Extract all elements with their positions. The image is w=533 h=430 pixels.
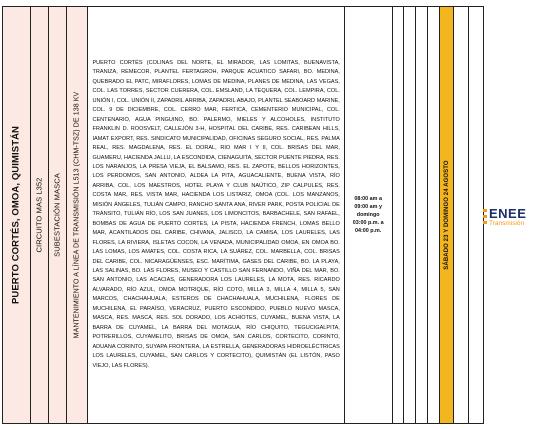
- schedule-cell: [345, 7, 393, 423]
- affected-sectors-cell: [88, 7, 344, 423]
- outage-table: [2, 6, 484, 424]
- maintenance-cell: [67, 7, 89, 423]
- empty-cell-6: [469, 7, 483, 423]
- substation-label: SUBESTACIÓN MASCA: [52, 173, 62, 257]
- date-cell: [440, 7, 454, 423]
- affected-sectors-list: PUERTO CORTÉS (COLINAS DEL NORTE, EL MIRADOR, LAS LOMITAS, BUENAVISTA, TRANIZA, REMECOR, PLANTEL FERTAGROH, PARQUE ACUATICO SAFARI, BO. MEDINA, QUEBRADO EL PATC, MIRAFLORES, LOMAS DE MEDINA, PLANES DE MEDINA, LAS VEGAS, COL. LAS TORRES, SECTOR CUERERA, COL. EMSLAND, LA TEQUERA, COL. LEMPIRA, COL. UNIÓN I, COL. UNIÓN II, ZAPADRIL ARRIBA, ZAPADRIL ABAJO, PLANTEL SEABOARD MARINE, COL. 9 DE DICIEMBRE, COL. CERRO MAR, FERTICA, CEMENTERIO MUNICIPAL, COL. CENTENARIO, AGUA PINGUINO, BO. PALERMO, MIELES Y ALCOHOLES, INSTITUTO FRANKLIN D. ROOSVELT, CALLEJÓN 3-H, HOSPITAL DEL CARIBE, RES. CARIBEAN HILLS, IAMAT EXPORT, RES. SINDICATO MUNICIPALIDAD, OFICINAS SEGURO SOCIAL, RES. PALMA REAL, RES. MAGDALENA, RES. EL DORAL, RIO MAR I Y II, COL. BRISAS DEL MAR, GUAMERU, HACIENDA JALLU, LA ESCONDIDA, CIENAGUITA, SECTOR PUENTE PIEDRA, RES. LOS NARANJOS, LA PRESA VIEJA, EL BALSAMO, RES. EL ZAPOTE, BELLOS HORIZONTES, LOS PERDOMOS, SAN ANTONIO, ALDEA LA PITA, AGUACALIENTE, BUENA VISTA, RÍO ARRIBA, COL. LOS MAESTROS, HOTEL PLAYA Y CLUB NAÚTICO, ZIP CALPULES, RES. COSTA MAR, RES. VISTA MAR, HACIENDA LOS LISTARIZ, OMOA (COL. LOS MANZANOS, MISIÓN ÁNGELES, TULIÁN CAMPO, RANCHO SANTA ANA, RIVER PARK, POSTA POLICIAL DE TRÁNSITO, TULIÁN RÍO, LOS SAN JUANES, LOS LIMONCITOS, BARBACHELE, SAN RAFAEL, BOMBAS DE AGUA DE PUERTO CORTES, LA PISTA, HACIENDA FRENCH, LOMAS BELLO MAR, ACANTILADOS DEL CARIBE, CHIVANA, JALISCO, LA CAMISA, LOS LAURELES, LAS FLORES, LA RIVIERA, ISLETAS COCON, LA VENADA, MUNICIPALIDAD OMOA, EN OMOA BO. LAS LOMAS, LOS AMATES, COL. COSTA RICA, LA SUÁREZ, COL. MARBELLA, COL. BRISAS DEL CARIBE, COL. NICARAGÜENSES, ESC. MARÍTIMA, GASES DEL CARIBE, BO. LA PLAYA, LAS SALINAS, BO. LAS FLORES, MUSEO Y CASTILLO SAN FERNANDO, VIÑA DEL MAR, BO. SAN ANTONIO, LAS ACACIAS, GENERADORA LOS LAURELES, LA MOTA, RES. RICARDO ALVARADO, RÍO AZUL, OMOA MOTRIQUE, RÍO COTO, MILLA 3, MILLA 4, MILLA 5, SAN MARCOS, CHACHAHUALA, ESTEROS DE CHACHAHUALA, MUCHILENA, FLORES DE MUCHILENA, EL PARAÍSO, VERACRUZ, PUERTO ESCONDIDO, PUEBLO NUEVO MASCA, MASCA, RES. MASCA, RES. SOL DORADO, LOS ACHIOTES, CUYAMEL, BUENA VISTA, LA BARRA DE CUYAMEL, LA BARRA DEL MOTAGUA, RÍO CHIQUITO, TEGUCIGALPITA, POTRERILLOS, CUYAMELITO, BRISAS DE OMOA, SAN CARLOS, CORTECITO, CORINTO, ADUANA CORINTO, SUYAPA FRONTERA, LA ESTRELLA, GENERADORAS HIDROELÉCTRICAS LOS LAURELES, CUYAMEL, SAN CARLOS Y CORTECITO), QUIMISTÁN (EL LISTÓN, PASO VIEJO, LAS FLORES).: [92, 60, 340, 369]
- schedule-times: 08:00 am a 09:00 am y domingo 03:00 p.m. a 04:00 p.m.: [352, 196, 384, 234]
- date-label: SÁBADO 23 Y DOMINGO 24 AGOSTO: [443, 160, 450, 270]
- logo-name: ENEE: [489, 205, 527, 221]
- logo-subtitle: Transmisión: [489, 219, 525, 227]
- empty-cell-2: [404, 7, 416, 423]
- region-label: PUERTO CORTÉS, OMOA, QUIMISTÁN: [10, 125, 22, 305]
- empty-cell-4: [428, 7, 440, 423]
- logo-mark-icon: [483, 209, 487, 225]
- affected-sectors-text: [92, 7, 339, 423]
- maintenance-label: MANTENIMIENTO A LÍNEA DE TRANSMISIÓN L513 (CHM-TSZ) DE 138 KV: [73, 91, 81, 339]
- empty-cell-3: [416, 7, 428, 423]
- circuit-cell: [31, 7, 49, 423]
- substation-cell: [49, 7, 67, 423]
- empty-cell-1: [393, 7, 405, 423]
- circuit-label: CIRCUITO MAS L352: [34, 177, 44, 253]
- empty-cell-5: [454, 7, 469, 423]
- region-cell: [3, 7, 31, 423]
- enee-logo: [483, 204, 533, 230]
